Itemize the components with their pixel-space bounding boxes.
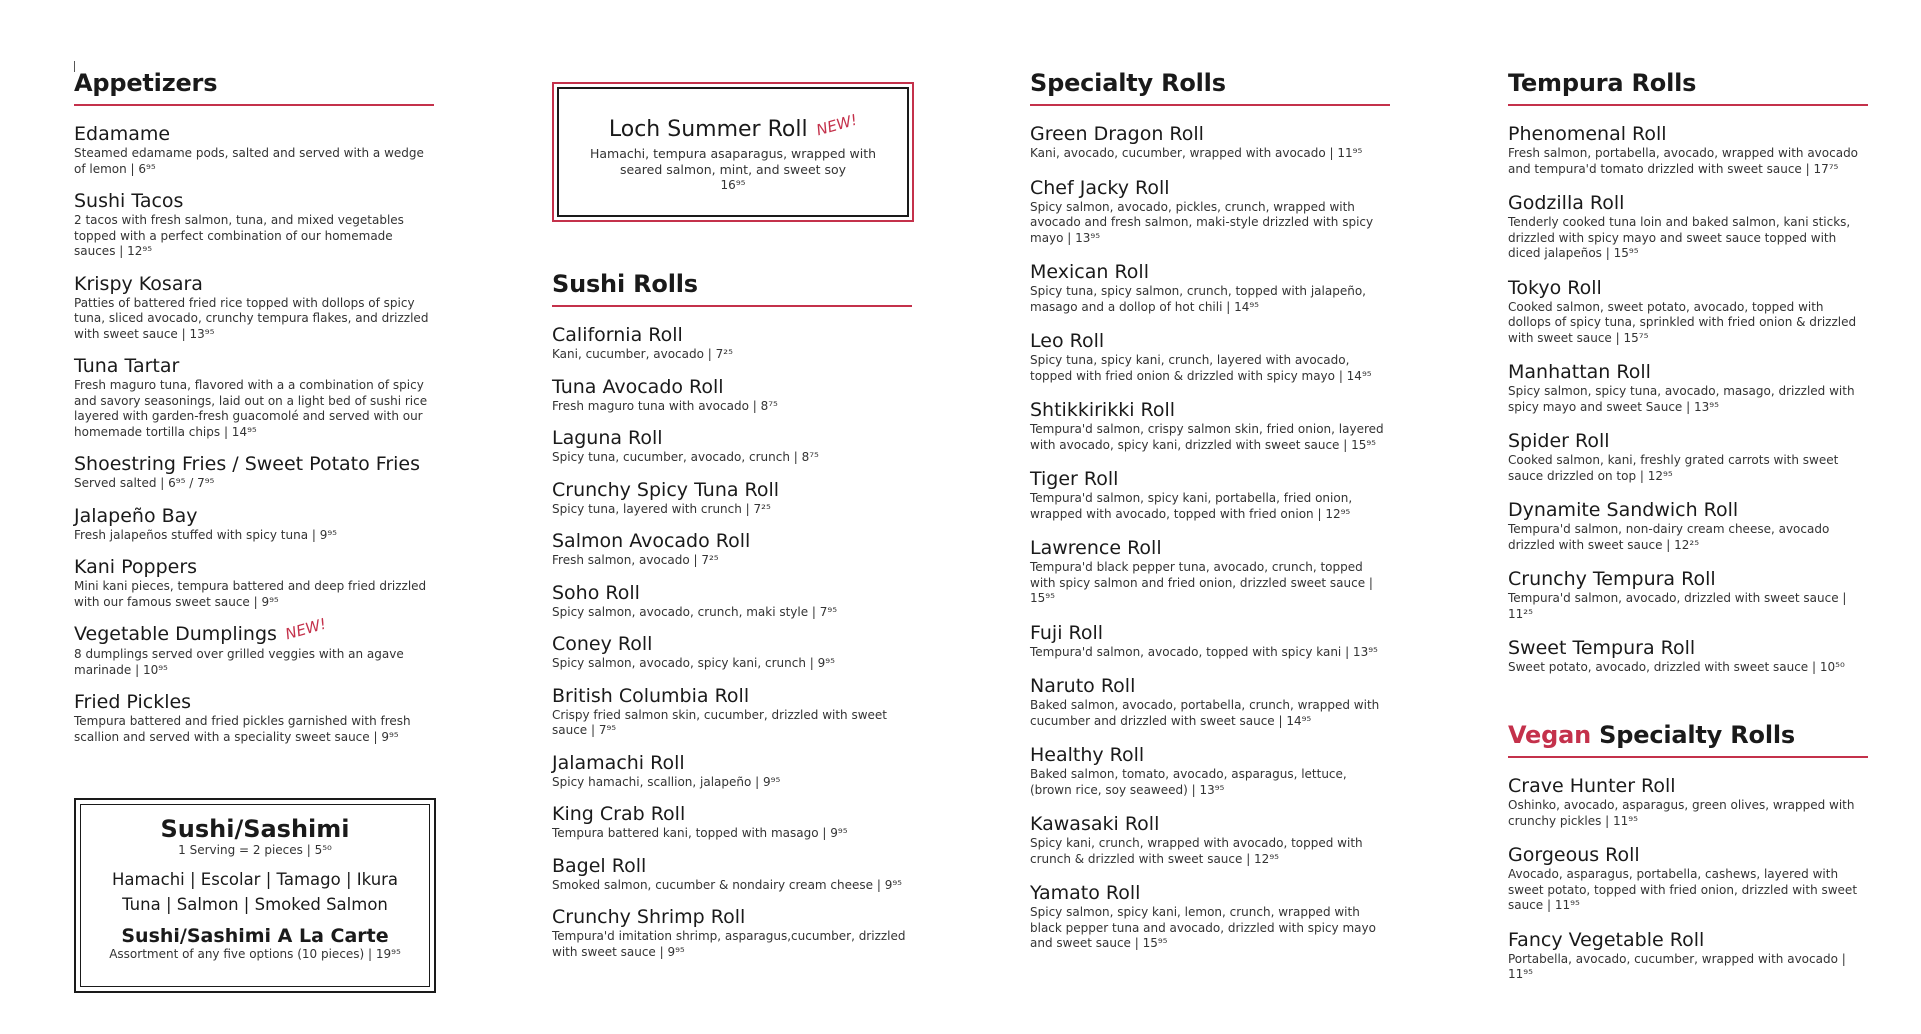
vegan-rolls-title bbox=[1508, 720, 1868, 758]
menu-item-description: Patties of battered fried rice topped with dollops of spicy tuna, sliced avocado, crunchy tempura flakes, and drizzled with sweet sauce | 13⁹⁵ bbox=[74, 295, 429, 341]
sushi-rolls-title: Sushi Rolls bbox=[552, 269, 912, 307]
menu-item-name-text: Leo Roll bbox=[1030, 330, 1105, 352]
menu-item-name-text: Kani Poppers bbox=[74, 556, 198, 578]
menu-item-description: Spicy tuna, layered with crunch | 7²⁵ bbox=[552, 501, 771, 516]
menu-item-description: Smoked salmon, cucumber & nondairy cream cheese | 9⁹⁵ bbox=[552, 877, 902, 892]
menu-item-name-text: Crunchy Tempura Roll bbox=[1508, 568, 1716, 590]
menu-item bbox=[1508, 929, 1868, 983]
menu-item bbox=[1030, 177, 1390, 247]
menu-item bbox=[74, 505, 434, 544]
menu-item-description: Baked salmon, tomato, avocado, asparagus, lettuce, (brown rice, soy seaweed) | 13⁹⁵ bbox=[1030, 767, 1347, 797]
sushi-sashimi-inner bbox=[80, 804, 430, 987]
menu-item-description: Spicy kani, crunch, wrapped with avocado, topped with crunch & drizzled with sweet sauce | 12⁹⁵ bbox=[1030, 836, 1363, 866]
menu-item-name bbox=[1030, 622, 1390, 644]
menu-item-name-text: Naruto Roll bbox=[1030, 675, 1136, 697]
menu-item-name-text: Soho Roll bbox=[552, 581, 640, 604]
menu-item bbox=[552, 582, 912, 621]
menu-item-description: Tempura'd salmon, spicy kani, portabella, fried onion, wrapped with avocado, topped with fried onion | 12⁹⁵ bbox=[1030, 491, 1353, 521]
menu-item-name bbox=[552, 479, 912, 501]
menu-item-name bbox=[74, 505, 434, 527]
menu-item-name-text: Tuna Avocado Roll bbox=[552, 375, 724, 398]
specialty-rolls-column bbox=[1030, 68, 1390, 967]
menu-item bbox=[74, 556, 434, 610]
menu-item-description: Spicy salmon, spicy kani, lemon, crunch, wrapped with black pepper tuna and avocado, drizzled with spicy mayo and sweet sauce | 15⁹⁵ bbox=[1030, 905, 1376, 950]
menu-item-name bbox=[552, 530, 912, 552]
menu-item-name bbox=[1030, 177, 1390, 199]
menu-item-name-text: King Crab Roll bbox=[552, 803, 686, 825]
menu-item-name bbox=[74, 190, 434, 212]
menu-item bbox=[1508, 361, 1868, 415]
menu-item-name-text: Crave Hunter Roll bbox=[1508, 775, 1676, 797]
menu-item-name bbox=[1030, 261, 1390, 283]
menu-item bbox=[1508, 637, 1868, 676]
menu-item-name-text: Fried Pickles bbox=[74, 691, 192, 713]
menu-item-name bbox=[1508, 844, 1868, 866]
menu-item-description: Portabella, avocado, cucumber, wrapped with avocado | 11⁹⁵ bbox=[1508, 951, 1846, 981]
menu-item-description: 2 tacos with fresh salmon, tuna, and mixed vegetables topped with a perfect combination of our homemade sauces | 12⁹⁵ bbox=[74, 213, 404, 258]
menu-item-name-text: Vegetable Dumplings bbox=[74, 623, 277, 645]
menu-item-name bbox=[1508, 637, 1868, 659]
menu-item-name-text: Sweet Tempura Roll bbox=[1508, 637, 1696, 659]
menu-item bbox=[1030, 468, 1390, 522]
specialty-rolls-title: Specialty Rolls bbox=[1030, 68, 1390, 106]
menu-item bbox=[74, 273, 434, 343]
menu-item-description: Mini kani pieces, tempura battered and deep fried drizzled with our famous sweet sauce | 9⁹⁵ bbox=[74, 579, 427, 609]
menu-item bbox=[1030, 330, 1390, 384]
tempura-rolls-title: Tempura Rolls bbox=[1508, 68, 1868, 106]
menu-item-name bbox=[1508, 568, 1868, 590]
menu-item-name-text: Coney Roll bbox=[552, 633, 653, 655]
menu-item-name bbox=[552, 752, 912, 774]
menu-item-description: Spicy tuna, spicy salmon, crunch, topped with jalapeño, masago and a dollop of hot chili | 14⁹⁵ bbox=[1030, 284, 1366, 314]
menu-item bbox=[1508, 192, 1868, 262]
feature-roll-box bbox=[552, 82, 914, 222]
menu-item-name-text: Lawrence Roll bbox=[1030, 537, 1162, 559]
sushi-rolls-list bbox=[552, 324, 912, 960]
vegan-rolls-column bbox=[1508, 720, 1868, 998]
menu-item bbox=[1030, 261, 1390, 315]
sushi-sashimi-title: Sushi/Sashimi bbox=[160, 815, 350, 843]
menu-item bbox=[1508, 123, 1868, 177]
menu-item bbox=[552, 427, 912, 466]
menu-item-name bbox=[74, 556, 434, 578]
menu-item-description: Steamed edamame pods, salted and served with a wedge of lemon | 6⁹⁵ bbox=[74, 146, 424, 176]
menu-item-name bbox=[1030, 675, 1390, 697]
menu-item-name-text: Shtikkirikki Roll bbox=[1030, 399, 1176, 421]
sushi-sashimi-options-line-1: Hamachi | Escolar | Tamago | Ikura bbox=[111, 870, 399, 889]
menu-item-name-text: Mexican Roll bbox=[1030, 261, 1149, 283]
menu-item-name bbox=[1030, 330, 1390, 352]
sushi-rolls-column bbox=[552, 269, 912, 973]
menu-item-description: Sweet potato, avocado, drizzled with sweet sauce | 10⁵⁰ bbox=[1508, 660, 1845, 674]
menu-item-description: Fresh jalapeños stuffed with spicy tuna | 9⁹⁵ bbox=[74, 527, 337, 542]
feature-roll-price: 16⁹⁵ bbox=[720, 178, 746, 192]
sushi-sashimi-alacarte-title: Sushi/Sashimi A La Carte bbox=[121, 925, 389, 947]
menu-item bbox=[552, 803, 912, 842]
menu-item bbox=[1030, 744, 1390, 798]
menu-item-name bbox=[1508, 277, 1868, 299]
menu-item-name bbox=[552, 427, 912, 449]
menu-item-name-text: California Roll bbox=[552, 324, 683, 346]
menu-item bbox=[74, 190, 434, 260]
menu-item-name bbox=[552, 685, 912, 707]
menu-item-description: Cooked salmon, kani, freshly grated carrots with sweet sauce drizzled on top | 12⁹⁵ bbox=[1508, 453, 1839, 483]
menu-item-description: Tempura battered and fried pickles garnished with fresh scallion and served with a speciality sweet sauce | 9⁹⁵ bbox=[74, 714, 411, 744]
menu-item-name-text: Jalapeño Bay bbox=[74, 504, 198, 527]
menu-item bbox=[74, 123, 434, 177]
menu-item-name bbox=[1030, 813, 1390, 835]
menu-item-name bbox=[1030, 537, 1390, 559]
specialty-rolls-list bbox=[1030, 123, 1390, 952]
sushi-sashimi-serving: 1 Serving = 2 pieces | 5⁵⁰ bbox=[178, 843, 332, 857]
menu-item-name bbox=[552, 324, 912, 346]
menu-item-name bbox=[552, 803, 912, 825]
menu-item-name bbox=[1508, 192, 1868, 214]
menu-item-description: Tempura'd black pepper tuna, avocado, crunch, topped with spicy salmon and fried onion, drizzled sweet sauce | 15⁹⁵ bbox=[1030, 560, 1373, 605]
menu-item-name bbox=[74, 614, 434, 646]
menu-item-name-text: Yamato Roll bbox=[1030, 882, 1141, 904]
menu-item-name bbox=[1508, 361, 1868, 383]
menu-item bbox=[1508, 844, 1868, 914]
menu-item bbox=[552, 906, 912, 960]
menu-item bbox=[1030, 882, 1390, 952]
menu-item-description: Tempura'd salmon, avocado, topped with spicy kani | 13⁹⁵ bbox=[1030, 644, 1378, 659]
tempura-rolls-list bbox=[1508, 123, 1868, 676]
menu-item bbox=[552, 324, 912, 363]
menu-item bbox=[1030, 813, 1390, 867]
menu-item-description: Oshinko, avocado, asparagus, green olives, wrapped with crunchy pickles | 11⁹⁵ bbox=[1508, 798, 1855, 828]
menu-item-description: Spicy salmon, avocado, crunch, maki style | 7⁹⁵ bbox=[552, 604, 838, 619]
menu-item-name-text: Crunchy Shrimp Roll bbox=[552, 906, 746, 928]
vegan-title-rest: Specialty Rolls bbox=[1591, 721, 1795, 749]
menu-item-name-text: British Columbia Roll bbox=[552, 684, 750, 707]
new-badge: NEW! bbox=[283, 614, 329, 644]
menu-item-name bbox=[552, 855, 912, 877]
menu-item-description: Avocado, asparagus, portabella, cashews, layered with sweet potato, topped with fried onion, drizzled with sweet sauce | 11⁹⁵ bbox=[1508, 867, 1858, 912]
menu-item-name-text: Tiger Roll bbox=[1030, 468, 1119, 490]
menu-item-description: Spicy tuna, cucumber, avocado, crunch | 8⁷⁵ bbox=[552, 450, 819, 464]
menu-item-description: Tempura battered kani, topped with masago | 9⁹⁵ bbox=[552, 826, 848, 840]
menu-item-name bbox=[1508, 430, 1868, 452]
menu-item-description: Fresh maguro tuna with avocado | 8⁷⁵ bbox=[552, 398, 778, 413]
menu-item bbox=[1030, 399, 1390, 453]
menu-item-description: Tempura'd salmon, crispy salmon skin, fried onion, layered with avocado, spicy kani, drizzled with sweet sauce | 15⁹⁵ bbox=[1030, 422, 1384, 452]
menu-item-description: Spicy salmon, spicy tuna, avocado, masago, drizzled with spicy mayo and sweet Sauce | 13⁹⁵ bbox=[1508, 384, 1855, 414]
menu-item-name-text: Salmon Avocado Roll bbox=[552, 530, 751, 552]
menu-item-name bbox=[1030, 744, 1390, 766]
menu-item-name bbox=[1508, 929, 1868, 951]
menu-item bbox=[552, 855, 912, 894]
menu-item-name-text: Gorgeous Roll bbox=[1508, 844, 1640, 866]
menu-item-description: Spicy hamachi, scallion, jalapeño | 9⁹⁵ bbox=[552, 774, 781, 789]
menu-item bbox=[74, 614, 434, 678]
feature-roll-inner bbox=[557, 87, 909, 217]
menu-item-name bbox=[1030, 123, 1390, 145]
menu-item bbox=[1508, 568, 1868, 622]
menu-item-name-text: Kawasaki Roll bbox=[1030, 813, 1160, 835]
menu-item bbox=[1508, 775, 1868, 829]
menu-item bbox=[1508, 430, 1868, 484]
menu-item-name-text: Chef Jacky Roll bbox=[1030, 176, 1170, 199]
vegan-title-accent: Vegan bbox=[1508, 721, 1592, 749]
menu-item-name-text: Dynamite Sandwich Roll bbox=[1508, 499, 1739, 521]
menu-item-name bbox=[1508, 499, 1868, 521]
menu-item-description: Served salted | 6⁹⁵ / 7⁹⁵ bbox=[74, 476, 215, 490]
menu-item-description: Kani, cucumber, avocado | 7²⁵ bbox=[552, 347, 733, 361]
menu-item-name-text: Tokyo Roll bbox=[1508, 276, 1602, 299]
menu-item-description: Tempura'd imitation shrimp, asparagus,cucumber, drizzled with sweet sauce | 9⁹⁵ bbox=[552, 929, 906, 959]
menu-item-name bbox=[552, 906, 912, 928]
menu-item-name bbox=[552, 633, 912, 655]
tempura-rolls-column bbox=[1508, 68, 1868, 691]
menu-item-name-text: Laguna Roll bbox=[552, 427, 663, 449]
menu-item-description: Tempura'd salmon, avocado, drizzled with sweet sauce | 11²⁵ bbox=[1508, 591, 1847, 621]
menu-item-description: Fresh salmon, avocado | 7²⁵ bbox=[552, 553, 719, 567]
menu-item bbox=[1030, 622, 1390, 661]
menu-item-description: Crispy fried salmon skin, cucumber, drizzled with sweet sauce | 7⁹⁵ bbox=[552, 707, 887, 737]
menu-item-name bbox=[1030, 399, 1390, 421]
menu-item bbox=[552, 633, 912, 672]
menu-item-description: Spicy salmon, avocado, pickles, crunch, wrapped with avocado and fresh salmon, maki-style drizzled with spicy mayo | 13⁹⁵ bbox=[1030, 199, 1374, 245]
menu-item-name bbox=[552, 376, 912, 398]
menu-item bbox=[552, 752, 912, 791]
sushi-sashimi-alacarte-desc: Assortment of any five options (10 pieces) | 19⁹⁵ bbox=[109, 947, 401, 961]
menu-item-description: Spicy tuna, spicy kani, crunch, layered with avocado, topped with fried onion & drizzled with spicy mayo | 14⁹⁵ bbox=[1030, 353, 1372, 383]
menu-item bbox=[1030, 537, 1390, 607]
menu-item-name bbox=[74, 355, 434, 377]
appetizers-column bbox=[74, 68, 434, 758]
menu-item-name bbox=[1030, 468, 1390, 490]
menu-item-name bbox=[74, 691, 434, 713]
menu-item-name bbox=[552, 582, 912, 604]
menu-item bbox=[552, 530, 912, 569]
menu-item-name-text: Edamame bbox=[74, 123, 171, 145]
menu-item bbox=[552, 479, 912, 518]
menu-item bbox=[1508, 277, 1868, 347]
feature-roll-desc: Hamachi, tempura asaparagus, wrapped with seared salmon, mint, and sweet soy bbox=[589, 146, 877, 177]
menu-item-description: Cooked salmon, sweet potato, avocado, topped with dollops of spicy tuna, sprinkled with fried onion & drizzled with sweet sauce | 15⁷⁵ bbox=[1508, 299, 1857, 345]
menu-item bbox=[74, 355, 434, 440]
menu-item-name-text: Shoestring Fries / Sweet Potato Fries bbox=[74, 453, 421, 475]
menu-item-description: Fresh maguro tuna, flavored with a a combination of spicy and savory seasonings, laid out on a light bed of sushi rice layered with garden-fresh guacomolé and served with our homemade tortilla chips | 14⁹⁵ bbox=[74, 378, 428, 439]
feature-new-badge: NEW! bbox=[813, 110, 859, 140]
menu-item-name bbox=[74, 123, 434, 145]
menu-item-name-text: Healthy Roll bbox=[1030, 744, 1145, 766]
menu-item-name-text: Fancy Vegetable Roll bbox=[1508, 928, 1705, 951]
menu-item-description: Spicy salmon, avocado, spicy kani, crunch | 9⁹⁵ bbox=[552, 656, 835, 670]
menu-item-name-text: Spider Roll bbox=[1508, 430, 1610, 452]
menu-item-name-text: Manhattan Roll bbox=[1508, 361, 1651, 383]
menu-item-name-text: Green Dragon Roll bbox=[1030, 123, 1204, 145]
menu-item bbox=[1508, 499, 1868, 553]
sushi-sashimi-options-line-2: Tuna | Salmon | Smoked Salmon bbox=[122, 895, 388, 914]
menu-item-name-text: Godzilla Roll bbox=[1508, 192, 1625, 214]
feature-roll-name: Loch Summer Roll bbox=[608, 117, 808, 142]
menu-item bbox=[1030, 123, 1390, 162]
menu-item-description: Kani, avocado, cucumber, wrapped with avocado | 11⁹⁵ bbox=[1030, 146, 1363, 160]
menu-item-name bbox=[1508, 775, 1868, 797]
menu-item-description: Tenderly cooked tuna loin and baked salmon, kani sticks, drizzled with spicy mayo and sweet sauce topped with diced jalapeños | 15⁹⁵ bbox=[1508, 215, 1851, 260]
menu-item-name bbox=[74, 453, 434, 475]
menu-item-name-text: Krispy Kosara bbox=[74, 272, 203, 295]
menu-item-description: 8 dumplings served over grilled veggies with an agave marinade | 10⁹⁵ bbox=[74, 647, 404, 677]
menu-item-name-text: Jalamachi Roll bbox=[552, 751, 685, 774]
menu-item-name-text: Bagel Roll bbox=[552, 854, 647, 877]
vegan-rolls-list bbox=[1508, 775, 1868, 983]
menu-item-description: Baked salmon, avocado, portabella, crunch, wrapped with cucumber and drizzled with sweet sauce | 14⁹⁵ bbox=[1030, 698, 1380, 728]
menu-item-name bbox=[74, 273, 434, 295]
menu-item bbox=[74, 691, 434, 745]
menu-item-description: Fresh salmon, portabella, avocado, wrapped with avocado and tempura'd tomato drizzled with sweet sauce | 17⁷⁵ bbox=[1508, 146, 1859, 176]
menu-item bbox=[74, 453, 434, 492]
menu-item-name-text: Phenomenal Roll bbox=[1508, 123, 1667, 145]
appetizers-list bbox=[74, 123, 434, 745]
appetizers-title: Appetizers bbox=[74, 68, 434, 106]
menu-item-name-text: Sushi Tacos bbox=[74, 190, 184, 212]
menu-item-description: Tempura'd salmon, non-dairy cream cheese, avocado drizzled with sweet sauce | 12²⁵ bbox=[1508, 522, 1830, 552]
menu-item bbox=[552, 376, 912, 415]
menu-item-name-text: Crunchy Spicy Tuna Roll bbox=[552, 478, 780, 501]
menu-item-name bbox=[1030, 882, 1390, 904]
menu-item-name bbox=[1508, 123, 1868, 145]
menu-item-name-text: Fuji Roll bbox=[1030, 621, 1104, 644]
menu-item bbox=[552, 685, 912, 739]
menu-item-name-text: Tuna Tartar bbox=[74, 355, 180, 377]
menu-item bbox=[1030, 675, 1390, 729]
sushi-sashimi-box bbox=[74, 798, 436, 993]
